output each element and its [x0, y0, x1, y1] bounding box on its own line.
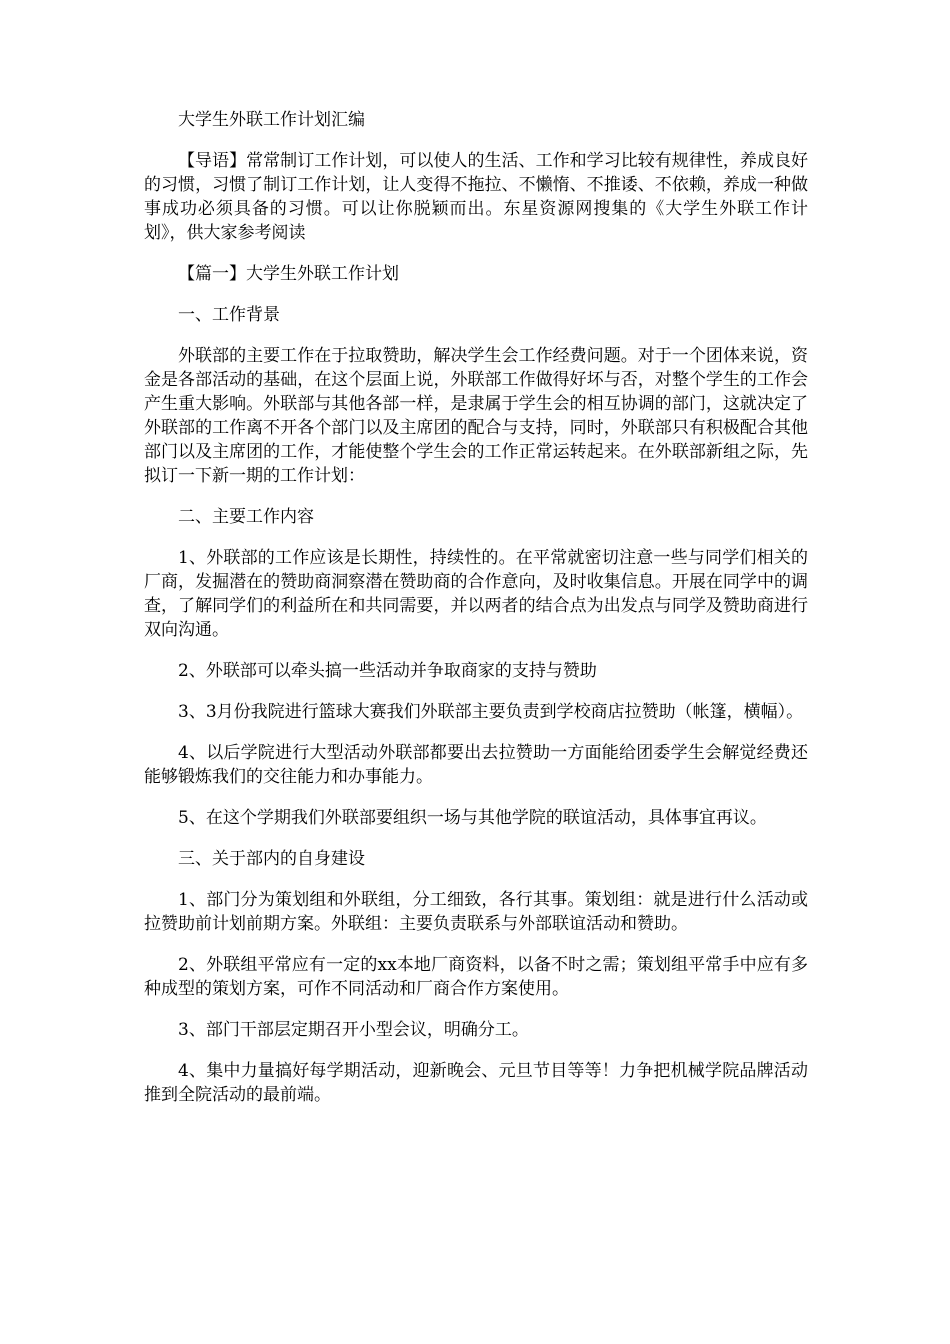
document-body	[144, 108, 808, 1124]
self-building-item: 3、部门干部层定期召开小型会议，明确分工。	[178, 1020, 529, 1040]
document-title: 大学生外联工作计划汇编	[178, 110, 365, 130]
section-heading-self-building: 三、关于部内的自身建设	[178, 849, 365, 869]
main-work-item: 5、在这个学期我们外联部要组织一场与其他学院的联谊活动，具体事宜再议。	[178, 808, 767, 828]
self-building-item: 1、部门分为策划组和外联组，分工细致，各行其事。策划组：就是进行什么活动或拉赞助前计划前期方案。外联组：主要负责联系与外部联谊活动和赞助。	[144, 890, 808, 934]
section-heading-main-work: 二、主要工作内容	[178, 507, 314, 527]
background-paragraph: 外联部的主要工作在于拉取赞助，解决学生会工作经费问题。对于一个团体来说，资金是各部活动的基础，在这个层面上说，外联部工作做得好坏与否，对整个学生的工作会产生重大影响。外联部与其他各部一样，是隶属于学生会的相互协调的部门，这就决定了外联部的工作离不开各个部门以及主席团的配合与支持，同时，外联部只有积极配合其他部门以及主席团的工作，才能使整个学生会的工作正常运转起来。在外联部新组之际，先拟订一下新一期的工作计划：	[144, 346, 808, 486]
chapter-heading: 【篇一】大学生外联工作计划	[178, 264, 399, 284]
intro-paragraph: 【导语】常常制订工作计划，可以使人的生活、工作和学习比较有规律性，养成良好的习惯，习惯了制订工作计划，让人变得不拖拉、不懒惰、不推诿、不依赖，养成一种做事成功必须具备的习惯。可以让你脱颖而出。东星资源网搜集的《大学生外联工作计划》，供大家参考阅读	[144, 151, 808, 243]
main-work-item: 1、外联部的工作应该是长期性，持续性的。在平常就密切注意一些与同学们相关的厂商，发掘潜在的赞助商洞察潜在赞助商的合作意向，及时收集信息。开展在同学中的调查，了解同学们的利益所在和共同需要，并以两者的结合点为出发点与同学及赞助商进行双向沟通。	[144, 548, 808, 640]
section-heading-background: 一、工作背景	[178, 305, 280, 325]
main-work-item: 3、3月份我院进行篮球大赛我们外联部主要负责到学校商店拉赞助（帐篷，横幅）。	[178, 702, 804, 722]
self-building-item: 2、外联组平常应有一定的xx本地厂商资料，以备不时之需；策划组平常手中应有多种成型的策划方案，可作不同活动和厂商合作方案使用。	[144, 955, 808, 999]
main-work-item: 2、外联部可以牵头搞一些活动并争取商家的支持与赞助	[178, 661, 597, 681]
self-building-item: 4、集中力量搞好每学期活动，迎新晚会、元旦节目等等！力争把机械学院品牌活动推到全院活动的最前端。	[144, 1061, 808, 1105]
main-work-item: 4、以后学院进行大型活动外联部都要出去拉赞助一方面能给团委学生会解觉经费还能够锻炼我们的交往能力和办事能力。	[144, 743, 808, 787]
